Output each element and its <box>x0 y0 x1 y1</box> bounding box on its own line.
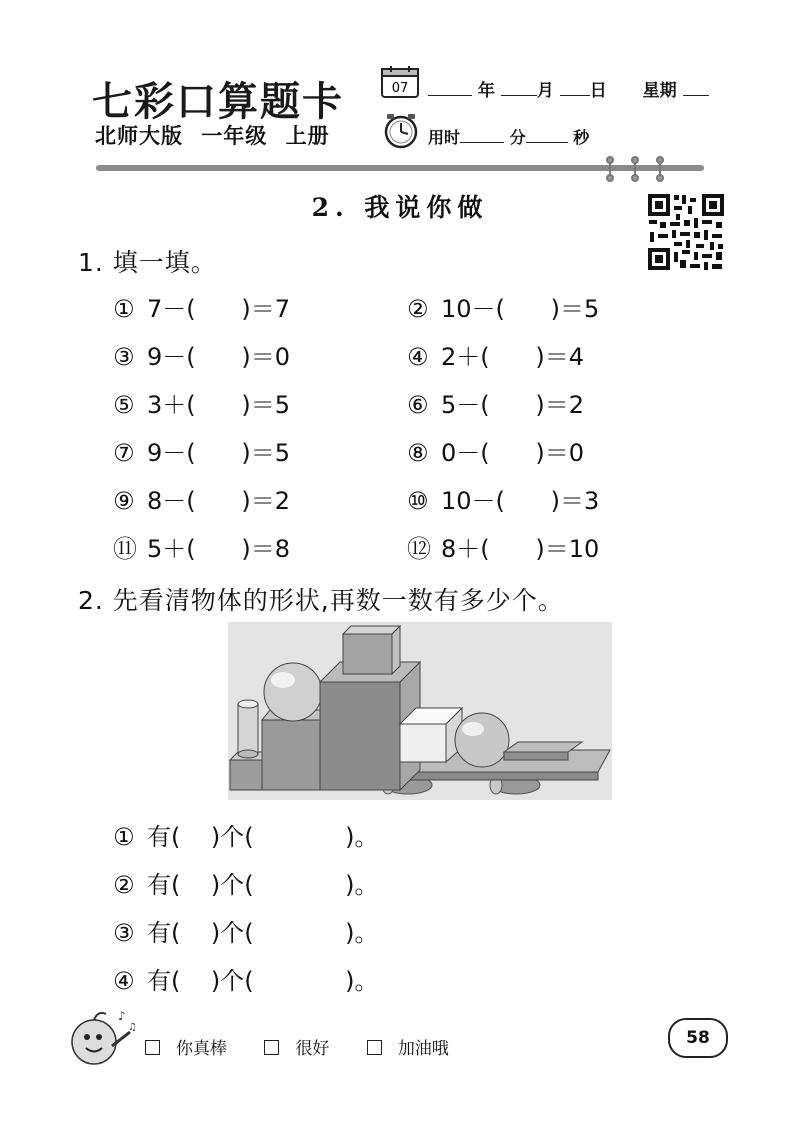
svg-text:♪: ♪ <box>118 1009 126 1023</box>
month-label: 月 <box>536 81 554 101</box>
calendar-icon <box>381 66 419 98</box>
page-title: 2. 我说你做 <box>311 193 489 222</box>
seconds-label: 秒 <box>573 128 590 147</box>
qr-code-icon[interactable] <box>646 192 726 272</box>
equation-1: ① 7－( )＝7 <box>113 295 291 323</box>
brand-title: 七彩口算题卡 <box>92 78 344 125</box>
calendar-day: 07 <box>391 81 409 96</box>
equation-11: ⑪ 5＋( )＝8 <box>113 535 291 563</box>
shapes-illustration <box>228 622 612 800</box>
question-2-heading: 2. 先看清物体的形状,再数一数有多少个。 <box>78 586 564 615</box>
equation-7: ⑦ 9－( )＝5 <box>113 439 291 467</box>
equation-6: ⑥ 5－( )＝2 <box>407 391 585 419</box>
equation-5: ⑤ 3＋( )＝5 <box>113 391 291 419</box>
equation-8: ⑧ 0－( )＝0 <box>407 439 585 467</box>
page-number: 58 <box>668 1018 728 1058</box>
rating-option-keep-trying[interactable]: 加油哦 <box>367 1039 465 1059</box>
answer-line-1: ① 有( )个( )。 <box>113 823 379 851</box>
svg-text:♫: ♫ <box>128 1022 137 1033</box>
rating-option-great[interactable]: 你真棒 <box>145 1039 243 1059</box>
equation-12: ⑫ 8＋( )＝10 <box>407 535 600 563</box>
binder-rings-icon <box>600 156 670 184</box>
self-rating <box>145 1034 481 1059</box>
minutes-label: 分 <box>509 128 526 147</box>
year-label: 年 <box>477 81 495 101</box>
equation-2: ② 10－( )＝5 <box>407 295 600 323</box>
time-used-label: 用时 <box>428 128 461 147</box>
checkbox-icon <box>367 1040 382 1055</box>
date-line <box>428 76 709 101</box>
answer-line-4: ④ 有( )个( )。 <box>113 967 379 995</box>
weekday-label: 星期 <box>642 81 677 101</box>
question-1-heading: 1. 填一填。 <box>78 248 217 277</box>
edition-label: 北师大版 一年级 上册 <box>95 124 330 148</box>
equation-4: ④ 2＋( )＝4 <box>407 343 585 371</box>
checkbox-icon <box>264 1040 279 1055</box>
mascot-icon <box>68 1006 138 1070</box>
answer-line-2: ② 有( )个( )。 <box>113 871 379 899</box>
clock-icon <box>383 113 419 149</box>
equation-9: ⑨ 8－( )＝2 <box>113 487 291 515</box>
checkbox-icon <box>145 1040 160 1055</box>
equation-3: ③ 9－( )＝0 <box>113 343 291 371</box>
answer-line-3: ③ 有( )个( )。 <box>113 919 379 947</box>
time-line <box>428 125 589 148</box>
rating-option-good[interactable]: 很好 <box>264 1039 345 1059</box>
day-label: 日 <box>589 81 607 101</box>
equation-10: ⑩ 10－( )＝3 <box>407 487 600 515</box>
